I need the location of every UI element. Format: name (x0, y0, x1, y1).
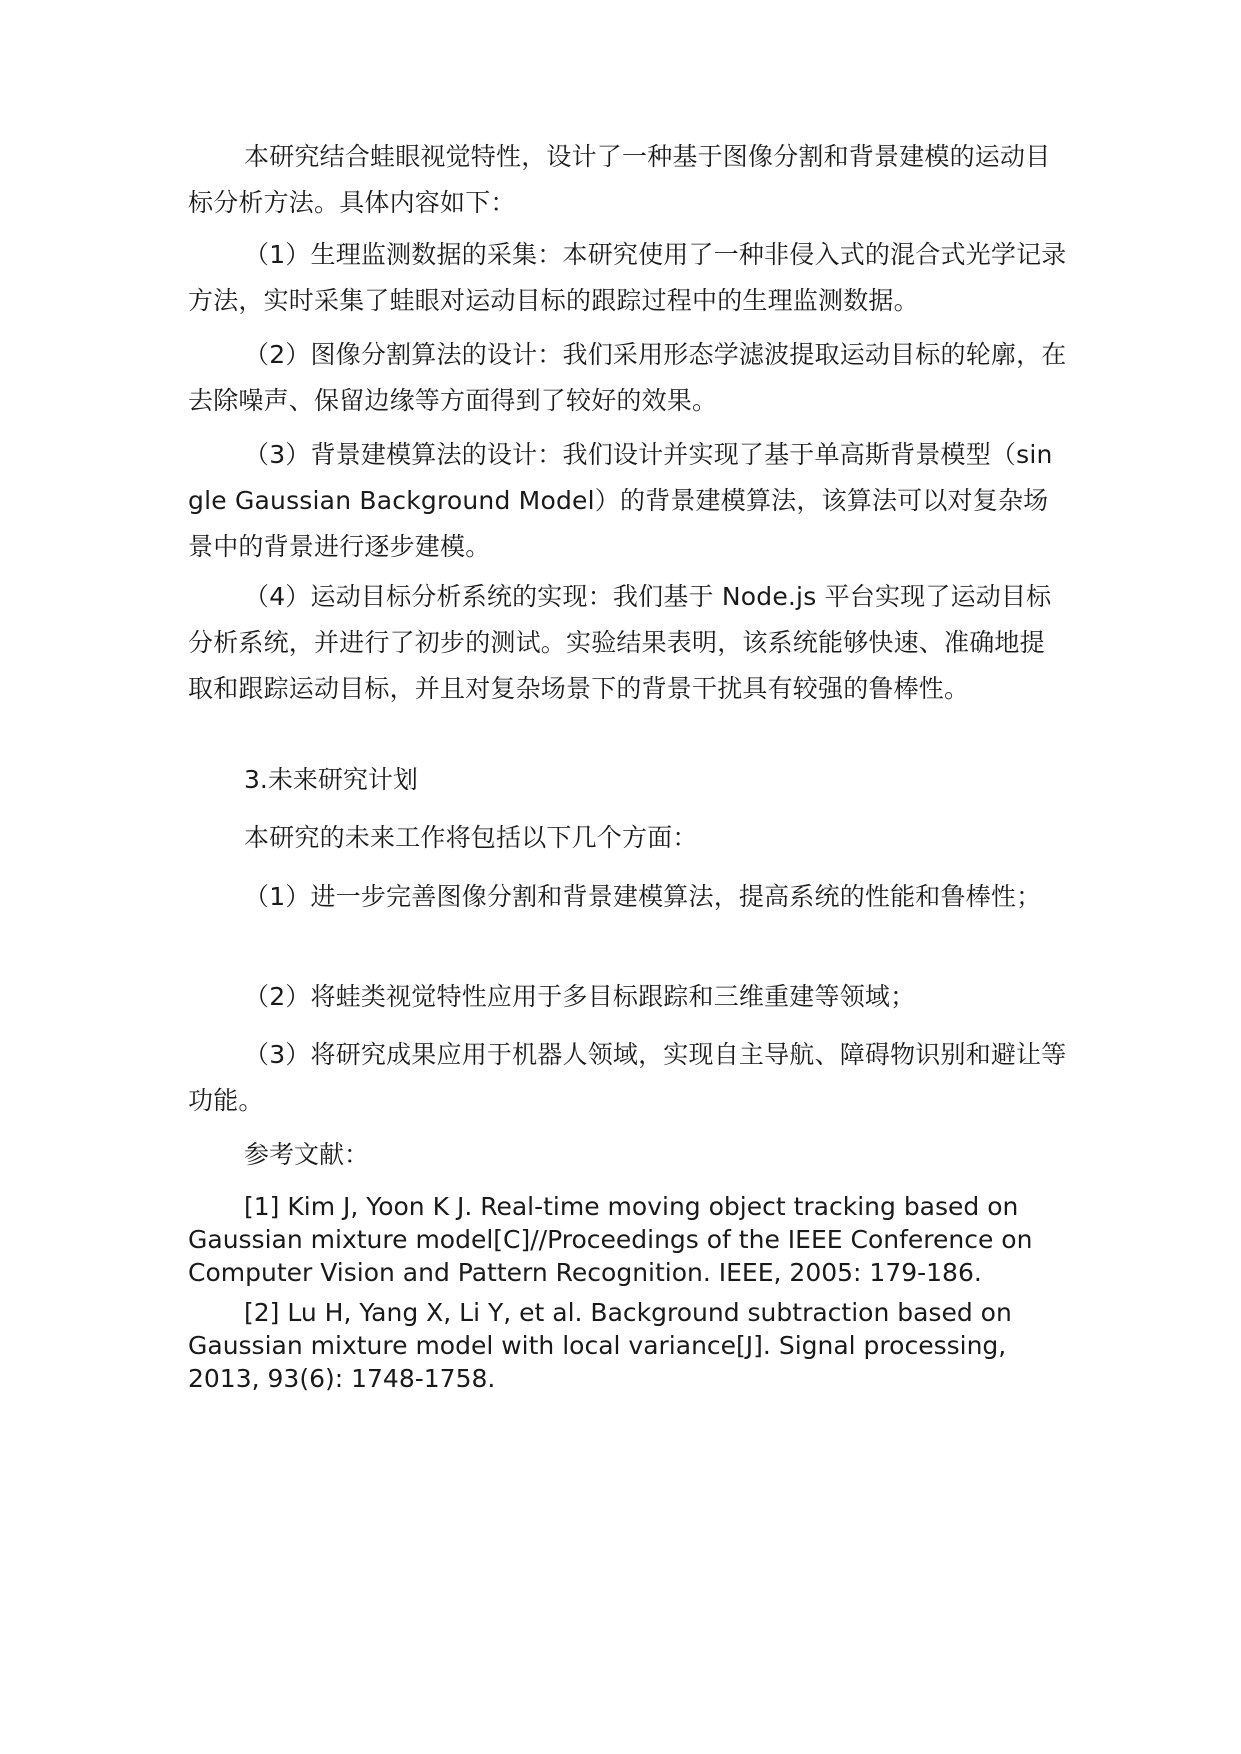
future-intro-block (188, 815, 1068, 861)
future-item: （3）将研究成果应用于机器人领域，实现自主导航、障碍物识别和避让等功能。 (188, 1040, 1067, 1115)
content-paragraph: （4）运动目标分析系统的实现：我们基于 Node.js 平台实现了运动目标分析系统，并进行了初步的测试。实验结果表明，该系统能够快速、准确地提取和跟踪运动目标，并且对复杂场景下的背景干扰具有较强的鲁棒性。 (188, 582, 1052, 703)
future-item-3 (188, 1032, 1068, 1124)
future-intro: 本研究的未来工作将包括以下几个方面： (244, 823, 698, 852)
future-heading-block (188, 757, 1068, 803)
reference-item-1 (188, 1190, 1068, 1289)
reference-entry: [2] Lu H, Yang X, Li Y, et al. Background subtraction based on Gaussian mixture model with local variance[J]. Signal processing, 2013, 93(6): 1748-1758. (188, 1298, 1012, 1393)
reference-entry: [1] Kim J, Yoon K J. Real-time moving object tracking based on Gaussian mixture model[C]//Proceedings of the IEEE Conference on Computer Vision and Pattern Recognition. IEEE, 2005: 179-186. (188, 1192, 1033, 1287)
content-paragraph: （3）背景建模算法的设计：我们设计并实现了基于单高斯背景模型（single Gaussian Background Model）的背景建模算法，该算法可以对复杂场景中的背景进行逐步建模。 (188, 440, 1053, 561)
content-item-3 (188, 432, 1068, 570)
references-heading-block (188, 1132, 1068, 1178)
future-item: （2）将蛙类视觉特性应用于多目标跟踪和三维重建等领域； (244, 982, 916, 1011)
content-paragraph: （1）生理监测数据的采集：本研究使用了一种非侵入式的混合式光学记录方法，实时采集了蛙眼对运动目标的跟踪过程中的生理监测数据。 (188, 240, 1067, 315)
content-item-4 (188, 574, 1068, 712)
intro-section (188, 134, 1068, 226)
references-heading: 参考文献： (244, 1140, 370, 1169)
future-item-1 (188, 874, 1068, 920)
intro-paragraph: 本研究结合蛙眼视觉特性，设计了一种基于图像分割和背景建模的运动目标分析方法。具体内容如下： (188, 142, 1051, 217)
future-item: （1）进一步完善图像分割和背景建模算法，提高系统的性能和鲁棒性； (244, 882, 1042, 911)
content-item-2 (188, 332, 1068, 424)
section-heading: 3.未来研究计划 (244, 765, 418, 794)
future-item-2 (188, 974, 1068, 1020)
content-item-1 (188, 232, 1068, 324)
content-paragraph: （2）图像分割算法的设计：我们采用形态学滤波提取运动目标的轮廓，在去除噪声、保留边缘等方面得到了较好的效果。 (188, 340, 1067, 415)
reference-item-2 (188, 1296, 1068, 1395)
